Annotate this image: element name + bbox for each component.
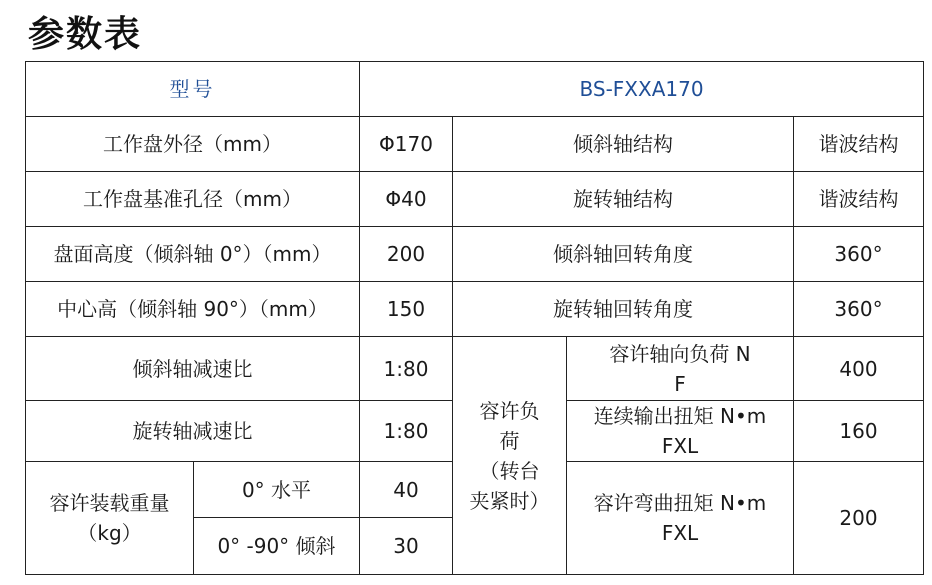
table-height-value: 200 <box>360 227 453 282</box>
payload-label-line: （kg） <box>77 521 142 545</box>
tilt-rotation-angle-value: 360° <box>794 227 924 282</box>
allowable-load-group-line: （转台 <box>479 458 540 483</box>
tilt-axis-structure-value: 谐波结构 <box>794 117 924 172</box>
table-row <box>26 117 924 172</box>
bending-torque-label <box>567 462 794 575</box>
datum-hole-value: Φ40 <box>360 172 453 227</box>
output-torque-value: 160 <box>794 401 924 462</box>
axial-load-label-line: 容许轴向负荷 N <box>609 341 751 366</box>
allowable-load-group-line: 夹紧时） <box>469 488 550 513</box>
bending-torque-label-line: FXL <box>661 521 699 545</box>
payload-horizontal-label: 0° 水平 <box>194 462 360 518</box>
rotary-axis-structure-label: 旋转轴结构 <box>453 172 794 227</box>
payload-label <box>26 462 194 575</box>
datum-hole-label: 工作盘基准孔径（mm） <box>26 172 360 227</box>
center-height-value: 150 <box>360 282 453 337</box>
payload-tilt-value: 30 <box>360 518 453 575</box>
table-row <box>26 282 924 337</box>
rotary-reduction-label: 旋转轴减速比 <box>26 401 360 462</box>
allowable-load-group-label <box>453 337 567 575</box>
payload-tilt-label: 0° -90° 倾斜 <box>194 518 360 575</box>
tilt-reduction-value: 1:80 <box>360 337 453 401</box>
tilt-rotation-angle-label: 倾斜轴回转角度 <box>453 227 794 282</box>
center-height-label: 中心高（倾斜轴 90°）（mm） <box>26 282 360 337</box>
table-row <box>26 227 924 282</box>
rotary-rotation-angle-value: 360° <box>794 282 924 337</box>
output-torque-label <box>567 401 794 462</box>
output-torque-label-line: FXL <box>661 434 699 458</box>
table-height-label: 盘面高度（倾斜轴 0°）（mm） <box>26 227 360 282</box>
bending-torque-value: 200 <box>794 462 924 575</box>
rotary-rotation-angle-label: 旋转轴回转角度 <box>453 282 794 337</box>
axial-load-label-line: F <box>674 371 686 396</box>
table-row <box>26 337 924 401</box>
outer-diameter-label: 工作盘外径（mm） <box>26 117 360 172</box>
table-row <box>26 172 924 227</box>
allowable-load-group-line: 容许负 <box>479 398 540 423</box>
tilt-reduction-label: 倾斜轴减速比 <box>26 337 360 401</box>
page-title: 参数表 <box>28 14 143 55</box>
output-torque-label-line: 连续输出扭矩 N•m <box>593 404 767 428</box>
axial-load-value: 400 <box>794 337 924 401</box>
bending-torque-label-line: 容许弯曲扭矩 N•m <box>593 491 767 515</box>
outer-diameter-value: Φ170 <box>360 117 453 172</box>
model-label: 型号 <box>26 62 360 117</box>
model-value: BS-FXXA170 <box>360 62 924 117</box>
axial-load-label <box>567 337 794 401</box>
tilt-axis-structure-label: 倾斜轴结构 <box>453 117 794 172</box>
parameter-table <box>25 61 924 575</box>
rotary-reduction-value: 1:80 <box>360 401 453 462</box>
payload-horizontal-value: 40 <box>360 462 453 518</box>
rotary-axis-structure-value: 谐波结构 <box>794 172 924 227</box>
allowable-load-group-line: 荷 <box>499 428 520 453</box>
table-row <box>26 62 924 117</box>
payload-label-line: 容许装载重量 <box>49 491 170 515</box>
